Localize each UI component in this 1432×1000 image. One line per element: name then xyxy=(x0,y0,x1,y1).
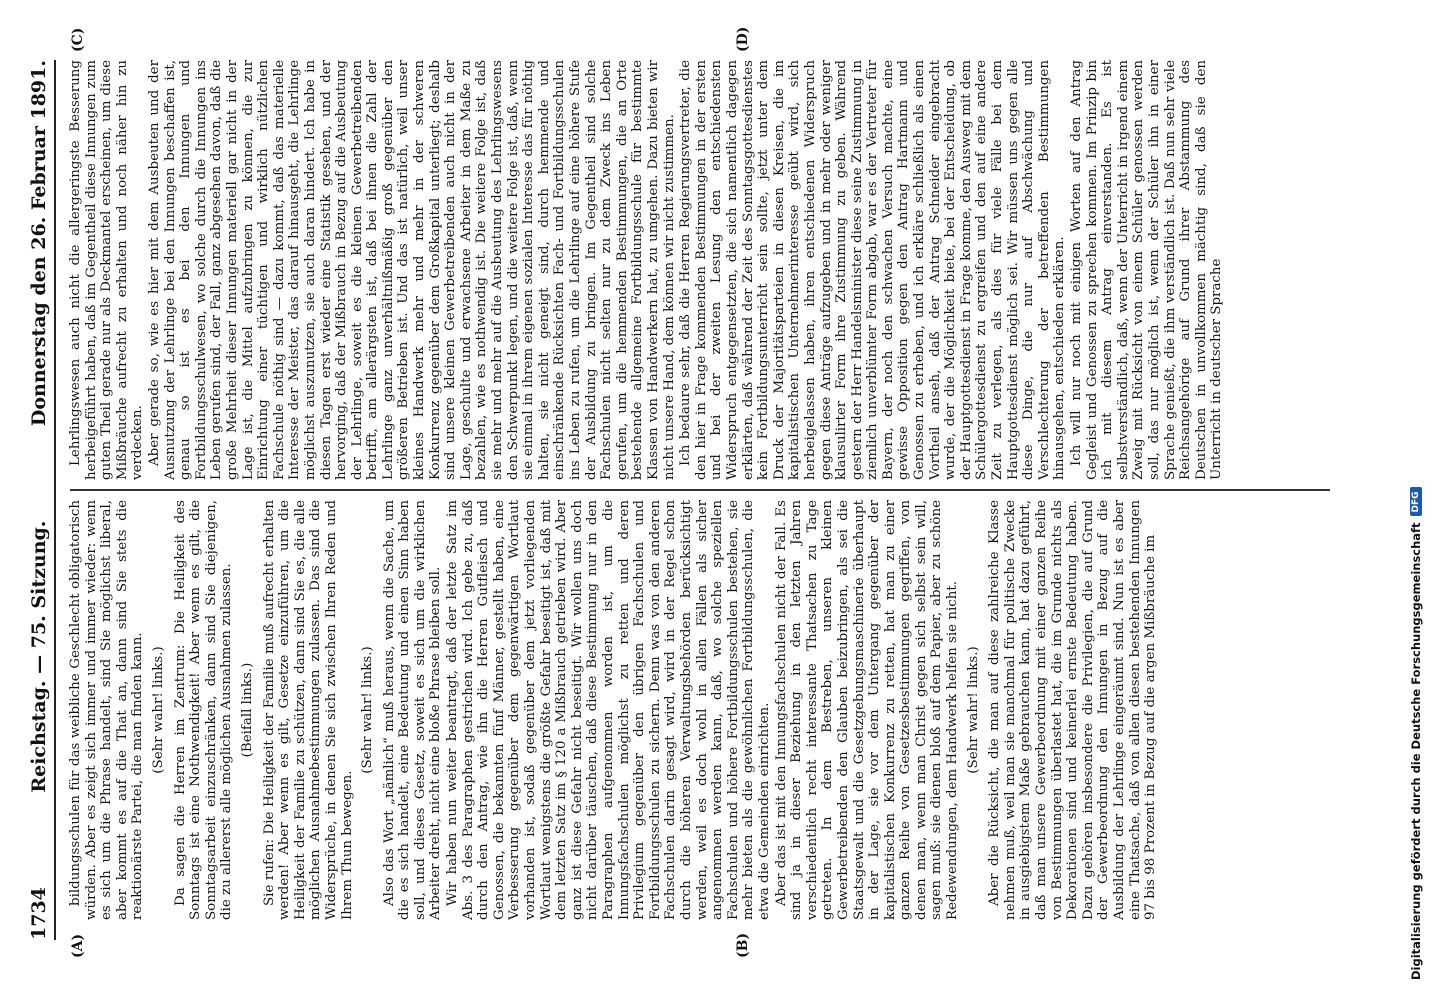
interjection-line: (Sehr wahr! links.) xyxy=(150,646,166,774)
session-title: Reichstag. — 75. Sitzung. xyxy=(28,520,50,793)
paragraph: Ich will nur noch mit einigen Worten auf den Antrag Gegleist und Genossen zu sprechen kommen. Im Prinzip bin ich mit diesem Antrag einverstanden. Es ist selbstverständlich, daß, wenn der Unterricht in irgend einem Zweig mit Rücksicht von einem Schüler genossen werden soll, das nur möglich ist, wenn der Schüler ihn in einer Sprache genießt, die ihm verständlich ist. Daß nun sehr viele Reichsangehörige auf Grund ihrer Abstammung des Deutschen in unvollkommen mächtig sind, daß sie den Unterricht in deutscher Sprache xyxy=(1069,60,1225,480)
right-text-column xyxy=(68,60,1340,480)
page-number: 1734 xyxy=(28,887,50,940)
paragraph: Aber die Rücksicht, die man auf diese zahlreiche Klasse nehmen muß, weil man sie manchmal für politische Zwecke in ausgiebigstem Maße gebrauchen kann, hat dazu geführt, daß man unsere Gewerbeordnung mit einer ganzen Reihe von Bestimmungen überlastet hat, die im Grunde nichts als Dekorationen sind und keinerlei ernste Bedeutung haben. Dazu gehören insbesondere die Privilegien, die auf Grund der Gewerbeordnung den Innungen in Bezug auf die Ausbildung der Lehrlinge eingeräumt sind. Nun ist es aber eine Thatsache, daß von allen diesen bestehenden Innungen 97 bis 98 Prozent in Bezug auf die argen Mißbräuche im xyxy=(987,500,1159,920)
paragraph: Aber das ist mit den Innungsfachschulen nicht der Fall. Es sind ja in dieser Beziehung in den letzten Jahren verschiedentlich recht interessante Thatsachen zu Tage getreten. In dem Bestreben, unseren kleinen Gewerbetreibenden den Glauben beizubringen, als sei die Staatsgewalt und die Gesetzgebungsmaschinerie überhaupt in der Lage, sie vor dem Untergang gegenüber der kapitalistischen Konkurrenz zu retten, hat man zu einer ganzen Reihe von Gesetzesbestimmungen gegriffen, von denen man, wenn man Christ gegen sich selbst sein will, sagen muß: sie dienen bloß auf dem Papier, aber zu schöne Redewendungen, dem Handwerk helfen sie nicht. xyxy=(773,500,961,920)
paragraph: Wir haben nun weiter beantragt, daß der letzte Satz im Abs. 3 des Paragraphen gestrichen wird. Ich gebe zu, daß durch den Antrag, wie ihn die Herren Gutfleisch und Genossen, die bekannten fünf Männer, gestellt haben, eine Verbesserung gegenüber dem gegenwärtigen Wortlaut vorhanden ist, sodaß gegenüber dem jetzt vorliegenden Wortlaut wenigstens die größte Gefahr beseitigt ist, daß mit dem letzten Satz im § 120 a Mißbrauch getrieben wird. Aber ganz ist diese Gefahr nicht beseitigt. Wir wollen uns doch nicht darüber täuschen, daß diese Bestimmung nur in den Paragraphen aufgenommen worden ist, um die Innungsfachschulen möglichst zu retten und deren Privilegium gegenüber den übrigen Fachschulen und Fortbildungsschulen zu sichern. Denn was von den anderen Fachschulen darin gesagt wird, wird in der Regel schon durch die höheren Verwaltungsbehörden berücksichtigt werden, weil es doch wohl in allen Fällen als sicher angenommen werden kann, daß, wo solche speziellen Fachschulen und höhere Fortbildungsschulen bestehen, sie mehr bieten als die gewöhnlichen Fortbildungsschulen, die etwa die Gemeinden einrichten. xyxy=(445,500,772,920)
session-date: Donnerstag den 26. Februar 1891. xyxy=(28,60,50,427)
interjection-line: (Sehr wahr! links.) xyxy=(360,646,376,774)
paragraph: Da sagen die Herren im Zentrum: Die Heiligkeit des Sonntags ist eine Nothwendigkeit! Aber wenn es gilt, die Sonntagsarbeit einzuschränken, dann sind Sie diejenigen, die zu allererst alle möglichen Ausnahmen zulassen. xyxy=(172,500,235,920)
marker-c: (C) xyxy=(70,27,86,52)
paragraph: bildungsschulen für das weibliche Geschlecht obligatorisch würden. Aber es zeigt sich immer und immer wieder: wenn es sich um die Phrase handelt, sind Sie möglichst liberal, aber kommt es auf die That an, dann sind Sie stets die reaktionärste Partei, die man finden kann. xyxy=(68,500,146,920)
marker-a: (A) xyxy=(70,933,86,958)
digitization-credit-strip xyxy=(1405,0,1432,1000)
paragraph: Ich bedaure sehr, daß die Herren Regierungsvertreter, die den hier in Frage kommenden Bestimmungen in der ersten und bei der zweiten Lesung den entschiedensten Widerspruch entgegensetzten, die sich namentlich dagegen erklärten, daß während der Zeit des Sonntagsgottesdienstes kein Fortbildungsunterricht sein sollte, jetzt unter dem Druck der Majoritätsparteien in diesen Kreisen, die im kapitalistischen Unternehmerinteresse geübt wird, sich herbeigelassen haben, ihren entschiedenen Widerspruch gegen diese Anträge aufzugeben und in mehr oder weniger klausulirter Form ihre Zustimmung zu geben. Während gestern der Herr Handelsminister diese seine Zustimmung in ziemlich unverblümter Form abgab, war es der Vertreter für Bayern, der noch den schwachen Versuch machte, eine gewisse Opposition gegen den Antrag Hartmann und Genossen zu erheben, und ich erkläre schließlich als einen Vortheil anseh, daß der Antrag Schneider eingebracht wurde, der die Möglichkeit biete, bei der Entscheidung, ob der Hauptgottesdienst in Frage komme, den Ausweg mit dem Schülergottesdienst zu ergreifen und den auf eine andere Zeit zu verlegen, als dies für viele Fälle bei dem Hauptgottesdienst möglich sei. Wir müssen uns gegen alle diese Dinge, die nur auf Abschwächung und Verschlechterung der betreffenden Bestimmungen hinausgehen, entschieden erklären. xyxy=(678,60,1068,480)
paragraph: Also das Wort „nämlich“ muß heraus, wenn die Sache, um die es sich handelt, eine Bedeutung und einen Sinn haben soll, und dieses Gesetz, soweit es sich um die wirklichen Arbeiter dreht, nicht eine bloße Phrase bleiben soll. xyxy=(381,500,444,920)
interjection-line: (Sehr wahr! links.) xyxy=(965,646,981,774)
column-divider xyxy=(70,489,1330,491)
dfg-logo-badge: DFG xyxy=(1410,487,1422,516)
marker-d: (D) xyxy=(735,26,751,52)
left-text-column xyxy=(68,500,1340,920)
paragraph: Lehrlingswesen auch nicht die allergeringste Besserung herbeigeführt haben, daß im Gegentheil diese Innungen zum guten Theil gerade nur als Deckmantel erscheinen, um diese Mißbräuche aufrecht zu erhalten und noch näher hin zu verdecken. xyxy=(68,60,146,480)
page-header xyxy=(12,60,56,940)
marker-b: (B) xyxy=(735,932,751,958)
interjection-line: (Beifall links.) xyxy=(239,662,255,758)
digitization-credit-text: Digitalisierung gefördert durch die Deutsche Forschungsgemeinschaft xyxy=(1409,522,1423,980)
paragraph: Sie rufen: Die Heiligkeit der Familie muß aufrecht erhalten werden! Aber wenn es gilt, Gesetze einzuführen, um die Heiligkeit der Familie zu schützen, dann sind Sie es, die alle möglichen Ausnahmebestimmungen zulassen. Das sind die Widersprüche, in denen Sie sich zwischen Ihren Reden und Ihrem Thun bewegen. xyxy=(261,500,355,920)
paragraph: Aber gerade so, wie es hier mit dem Ausbeuten und der Ausnutzung der Lehrlinge bei den Innungen beschaffen ist, genau so ist es bei den Innungen und Fortbildungsschulwesen, wo solche durch die Innungen ins Leben gerufen sind, der Fall, ganz abgesehen davon, daß die große Mehrheit dieser Innungen materiell gar nicht in der Lage ist, die Mittel aufzubringen zu können, die zur Einrichtung einer tüchtigen und wirklich nützlichen Fachschule nöthig sind — dazu kommt, daß das materielle Interesse der Meister, das darauf hinausgeht, die Lehrlinge möglichst auszunutzen, sie auch daran hindert. Ich habe in diesen Tagen erst wieder eine Statistik gesehen, und der hervorging, daß der Mißbrauch in Bezug auf die Ausbeutung der Lehrlinge, soweit es die kleinen Gewerbetreibenden betrifft, am allerärgsten ist, daß bei ihnen die Zahl der Lehrlinge ganz unverhältnißmäßig groß gegenüber den größeren Betrieben ist. Und das ist natürlich, weil unser kleines Handwerk mehr und mehr in der schweren Konkurrenz gegenüber dem Großkapital unterliegt; deshalb sind unsere kleinen Gewerbetreibenden auch nicht in der Lage, geschulte und erwachsene Arbeiter in dem Maße zu bezahlen, wie es nothwendig ist. Die weitere Folge ist, daß sie mehr und mehr auf die Ausbeutung des Lehrlingswesens den Schwerpunkt legen, und die weitere Folge ist, daß, wenn sie einmal in ihrem eigenen sozialen Interesse das für nöthig halten, sie nicht geneigt sind, durch hemmende und einschränkende Rücksichten Fach- und Fortbildungsschulen ins Leben zu rufen, um die Lehrlinge auf eine höhere Stufe der Ausbildung zu bringen. Im Gegentheil sind solche Fachschulen nicht selten nur zu dem Zweck ins Leben gerufen, um die hemmenden Bestimmungen, die an Orte bestehende allgemeine Fortbildungsschule für bestimmte Klassen von Handwerkern hat, zu umgehen. Dazu bieten wir nicht unsere Hand, dem können wir nicht zustimmen. xyxy=(146,60,677,480)
